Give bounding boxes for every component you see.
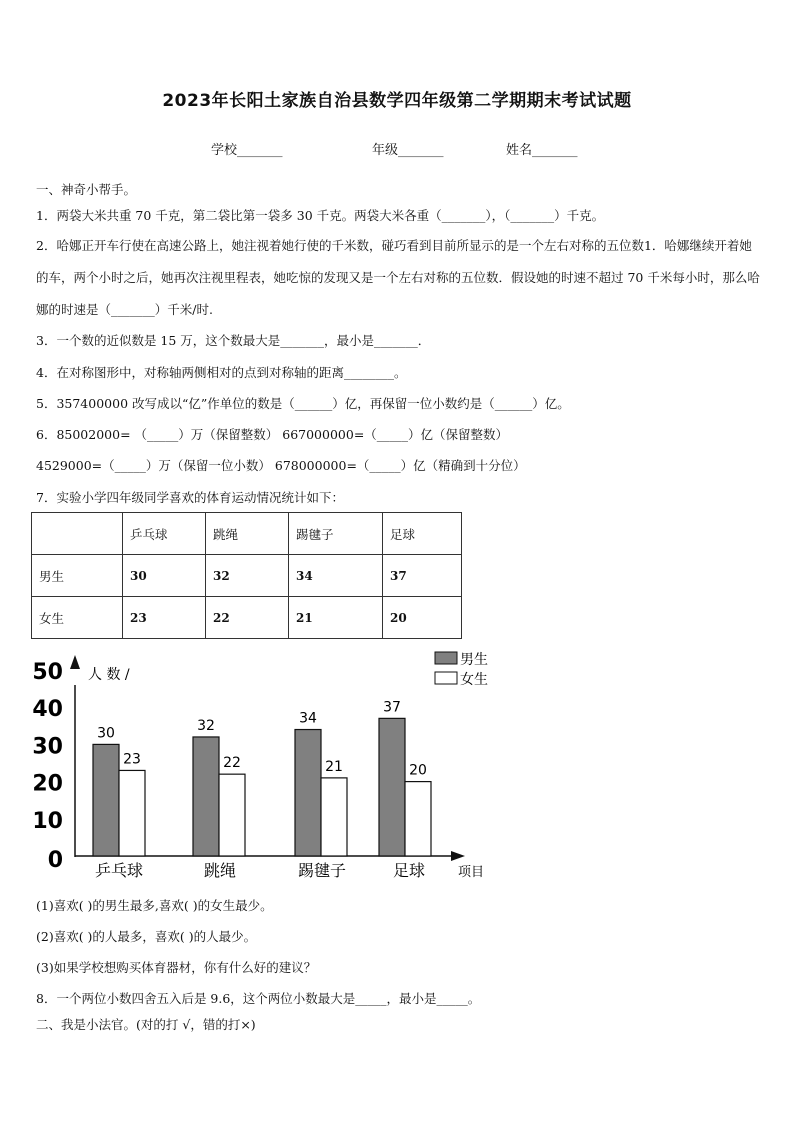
page-title: 2023年长阳土家族自治县数学四年级第二学期期末考试试题 <box>162 91 632 111</box>
table-cell <box>32 513 123 555</box>
table-cell: 跳绳 <box>206 513 289 555</box>
table-cell: 20 <box>383 597 462 639</box>
x-tick-label: 踢毽子 <box>297 861 347 880</box>
name-field: 姓名_______ <box>506 143 578 158</box>
bar-女生 <box>119 770 145 856</box>
legend-label: 男生 <box>460 652 488 668</box>
section-1-heading: 一、神奇小帮手。 <box>36 182 137 197</box>
x-tick-label: 乒乓球 <box>94 861 144 880</box>
table-row <box>32 555 462 597</box>
y-tick-label: 50 <box>32 660 63 685</box>
legend-swatch <box>435 652 457 664</box>
table-cell: 32 <box>206 555 289 597</box>
question-4: 4．在对称图形中，对称轴两侧相对的点到对称轴的距离________。 <box>36 365 407 380</box>
bar-value-label: 37 <box>383 699 401 716</box>
school-field: 学校_______ <box>211 143 283 158</box>
bar-value-label: 20 <box>409 762 427 779</box>
bar-女生 <box>405 782 431 856</box>
y-axis-arrow-icon <box>70 655 80 669</box>
table-header-row <box>32 513 462 555</box>
bar-男生 <box>379 718 405 856</box>
legend-swatch <box>435 672 457 684</box>
x-axis-arrow-icon <box>451 851 465 861</box>
y-tick-label: 30 <box>32 734 63 760</box>
bar-女生 <box>219 774 245 856</box>
table-cell: 足球 <box>383 513 462 555</box>
table-cell: 乒乓球 <box>123 513 206 555</box>
bar-value-label: 23 <box>123 751 141 768</box>
question-5: 5．357400000 改写成以“亿”作单位的数是（______）亿，再保留一位小数约是（______）亿。 <box>36 396 570 411</box>
table-cell: 34 <box>289 555 383 597</box>
bar-value-label: 30 <box>97 725 115 742</box>
question-7-part-2: (2)喜欢( )的人最多，喜欢( )的人最少。 <box>36 929 257 944</box>
bar-chart <box>30 645 500 890</box>
x-axis-label: 项目 <box>458 865 485 880</box>
bar-value-label: 22 <box>223 755 241 772</box>
question-1: 1．两袋大米共重 70 千克，第二袋比第一袋多 30 千克。两袋大米各重（_______），（_______）千克。 <box>36 208 605 223</box>
grade-field: 年级_______ <box>372 143 444 158</box>
y-axis-label: 人 数 / <box>88 667 130 683</box>
y-tick-label: 20 <box>32 771 63 797</box>
table-cell: 22 <box>206 597 289 639</box>
x-tick-label: 跳绳 <box>203 861 237 880</box>
question-2: 2．哈娜正开车行使在高速公路上，她注视着她行使的千米数，碰巧看到目前所显示的是一个左右对称的五位数1．哈娜继续开着她的车，两个小时之后，她再次注视里程表，她吃惊的发现又是一个左右对称的五位数．假设她的时速不超过 70 千米每小时，那么哈娜的时速是（_______）千米/时. <box>36 238 760 317</box>
question-8: 8．一个两位小数四舍五入后是 9.6，这个两位小数最大是_____，最小是_____。 <box>36 991 481 1006</box>
y-tick-label: 40 <box>32 697 63 723</box>
table-cell: 37 <box>383 555 462 597</box>
question-3: 3．一个数的近似数是 15 万，这个数最大是_______，最小是_______． <box>36 333 431 348</box>
table-cell: 男生 <box>32 555 123 597</box>
table-cell: 21 <box>289 597 383 639</box>
stats-table <box>31 512 462 639</box>
legend-label: 女生 <box>460 672 488 688</box>
bar-value-label: 21 <box>325 758 343 775</box>
question-7-part-1: (1)喜欢( )的男生最多,喜欢( )的女生最少。 <box>36 898 273 913</box>
bar-value-label: 34 <box>299 710 317 727</box>
table-cell: 女生 <box>32 597 123 639</box>
question-6b: 4529000=（_____）万（保留一位小数） 678000000=（_____）亿（精确到十分位） <box>36 458 526 473</box>
x-tick-label: 足球 <box>392 861 426 880</box>
question-7-part-3: (3)如果学校想购买体育器材，你有什么好的建议？ <box>36 960 317 975</box>
question-7: 7．实验小学四年级同学喜欢的体育运动情况统计如下： <box>36 490 344 505</box>
bar-男生 <box>193 737 219 856</box>
y-tick-label: 10 <box>32 808 63 834</box>
table-cell: 23 <box>123 597 206 639</box>
table-cell: 30 <box>123 555 206 597</box>
bar-男生 <box>295 730 321 856</box>
bar-女生 <box>321 778 347 856</box>
bar-value-label: 32 <box>197 717 215 734</box>
y-tick-label: 0 <box>47 848 63 873</box>
section-2-heading: 二、我是小法官。(对的打 √，错的打×) <box>36 1017 256 1032</box>
table-cell: 踢毽子 <box>289 513 383 555</box>
question-6a: 6．85002000= （_____）万（保留整数） 667000000=（_____）亿（保留整数） <box>36 427 509 442</box>
bar-男生 <box>93 744 119 856</box>
table-row <box>32 597 462 639</box>
